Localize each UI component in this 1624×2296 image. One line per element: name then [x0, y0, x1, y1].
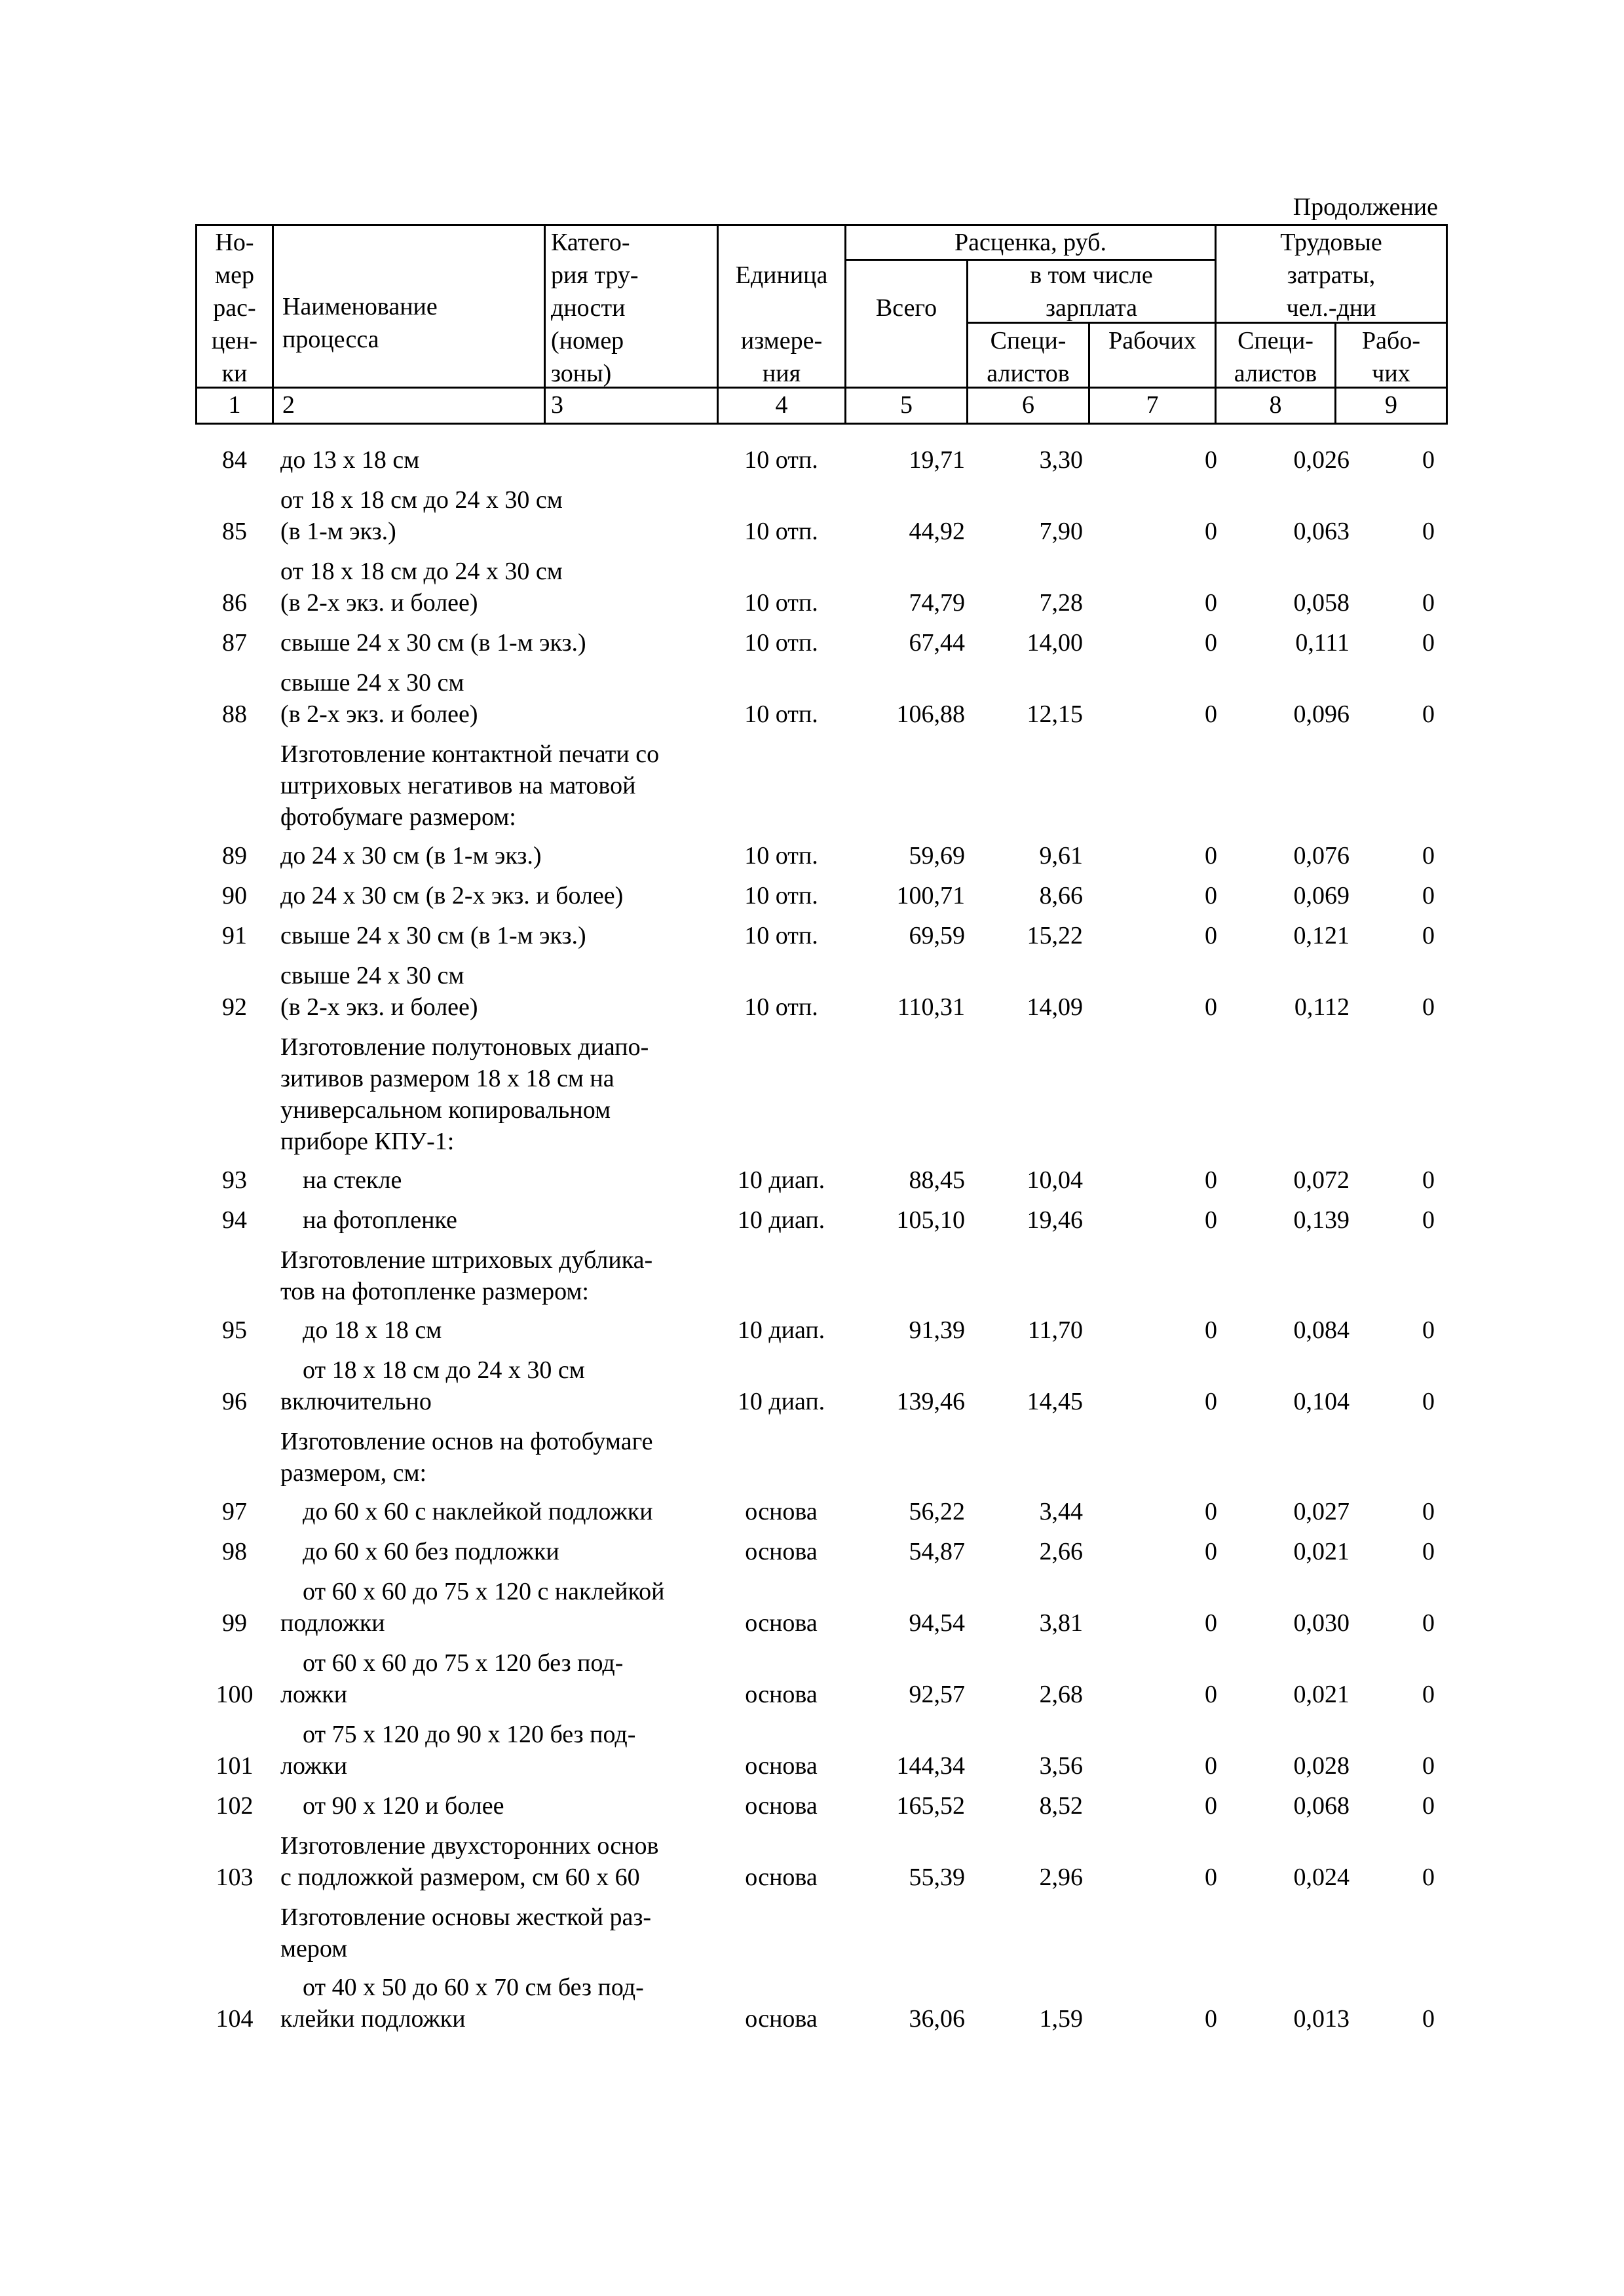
unit-of-measure: 10 отп. — [744, 993, 818, 1021]
labor-workers: 0 — [1422, 882, 1435, 909]
header-work: Рабочих — [1108, 327, 1196, 354]
process-name: от 60 х 60 до 75 х 120 без под- ложки — [280, 1649, 624, 1708]
unit-of-measure: 10 отп. — [744, 922, 818, 949]
rate-total: 54,87 — [909, 1538, 965, 1565]
rate-total: 55,39 — [909, 1864, 965, 1891]
process-name: до 18 х 18 см — [303, 1316, 442, 1344]
rate-total: 165,52 — [896, 1792, 965, 1820]
salary-specialists: 2,68 — [1039, 1681, 1083, 1708]
rate-total: 94,54 — [909, 1609, 965, 1637]
salary-specialists: 2,96 — [1039, 1864, 1083, 1891]
process-name: от 40 х 50 до 60 х 70 см без под- клейки подложки — [280, 1974, 644, 2033]
section-heading: Изготовление полутоновых диапо- зитивов размером 18 х 18 см на универсальном копировальном приборе КПУ-1: — [280, 1033, 649, 1155]
salary-specialists: 12,15 — [1027, 700, 1083, 728]
header-num-4: 4 — [775, 391, 788, 419]
header-divider — [272, 226, 274, 423]
salary-specialists: 8,52 — [1039, 1792, 1083, 1820]
header-spec: Специ- алистов — [987, 327, 1070, 387]
process-name: до 24 х 30 см (в 2-х экз. и более) — [280, 882, 624, 909]
unit-of-measure: основа — [745, 1752, 818, 1780]
labor-specialists: 0,027 — [1293, 1498, 1350, 1525]
salary-workers: 0 — [1205, 1681, 1217, 1708]
rate-total: 56,22 — [909, 1498, 965, 1525]
rate-total: 69,59 — [909, 922, 965, 949]
rate-number: 98 — [222, 1538, 247, 1565]
rate-number: 93 — [222, 1166, 247, 1194]
labor-specialists: 0,024 — [1293, 1864, 1350, 1891]
rate-number: 85 — [222, 518, 247, 545]
header-num-8: 8 — [1269, 391, 1282, 419]
labor-specialists: 0,104 — [1293, 1388, 1350, 1415]
rate-number: 104 — [216, 2005, 254, 2033]
process-name: на стекле — [303, 1166, 402, 1194]
rate-total: 59,69 — [909, 842, 965, 870]
unit-of-measure: 10 отп. — [744, 589, 818, 617]
process-name: от 18 х 18 см до 24 х 30 см (в 2-х экз. и более) — [280, 558, 563, 617]
salary-specialists: 10,04 — [1027, 1166, 1083, 1194]
unit-of-measure: 10 отп. — [744, 446, 818, 474]
table-header — [195, 224, 1448, 425]
rate-number: 92 — [222, 993, 247, 1021]
rate-number: 84 — [222, 446, 247, 474]
labor-workers: 0 — [1422, 1681, 1435, 1708]
salary-workers: 0 — [1205, 1538, 1217, 1565]
rate-total: 100,71 — [896, 882, 965, 909]
header-col-name: Наименование процесса — [282, 293, 438, 353]
salary-specialists: 15,22 — [1027, 922, 1083, 949]
salary-specialists: 3,81 — [1039, 1609, 1083, 1637]
header-total: Всего — [875, 294, 937, 322]
salary-specialists: 3,30 — [1039, 446, 1083, 474]
rate-total: 110,31 — [897, 993, 965, 1021]
salary-specialists: 3,56 — [1039, 1752, 1083, 1780]
header-col-unit: Единица — [735, 261, 828, 289]
labor-specialists: 0,072 — [1293, 1166, 1350, 1194]
header-num-9: 9 — [1385, 391, 1397, 419]
labor-workers: 0 — [1422, 1538, 1435, 1565]
rate-total: 92,57 — [909, 1681, 965, 1708]
salary-workers: 0 — [1205, 842, 1217, 870]
labor-workers: 0 — [1422, 1316, 1435, 1344]
labor-specialists: 0,111 — [1295, 629, 1350, 657]
labor-workers: 0 — [1422, 1206, 1435, 1234]
header-num-7: 7 — [1146, 391, 1159, 419]
labor-specialists: 0,026 — [1293, 446, 1350, 474]
labor-specialists: 0,058 — [1293, 589, 1350, 617]
process-name: от 60 х 60 до 75 х 120 с наклейкой подложки — [280, 1578, 665, 1637]
rate-number: 100 — [216, 1681, 254, 1708]
rate-number: 89 — [222, 842, 247, 870]
labor-specialists: 0,021 — [1293, 1538, 1350, 1565]
salary-specialists: 11,70 — [1027, 1316, 1083, 1344]
rate-number: 90 — [222, 882, 247, 909]
labor-workers: 0 — [1422, 2005, 1435, 2033]
rate-number: 99 — [222, 1609, 247, 1637]
rate-total: 74,79 — [909, 589, 965, 617]
unit-of-measure: основа — [745, 1609, 818, 1637]
process-name: до 24 х 30 см (в 1-м экз.) — [280, 842, 542, 870]
labor-workers: 0 — [1422, 1609, 1435, 1637]
labor-workers: 0 — [1422, 1388, 1435, 1415]
header-num-2: 2 — [282, 391, 295, 419]
salary-workers: 0 — [1205, 1388, 1217, 1415]
unit-of-measure: 10 отп. — [744, 842, 818, 870]
salary-specialists: 3,44 — [1039, 1498, 1083, 1525]
unit-of-measure: 10 диап. — [737, 1166, 825, 1194]
process-name: свыше 24 х 30 см (в 1-м экз.) — [280, 629, 586, 657]
process-name: свыше 24 х 30 см (в 1-м экз.) — [280, 922, 586, 949]
process-name: свыше 24 х 30 см (в 2-х экз. и более) — [280, 669, 478, 728]
header-num-5: 5 — [900, 391, 913, 419]
labor-specialists: 0,076 — [1293, 842, 1350, 870]
salary-workers: 0 — [1205, 700, 1217, 728]
labor-specialists: 0,084 — [1293, 1316, 1350, 1344]
labor-workers: 0 — [1422, 446, 1435, 474]
rate-total: 139,46 — [896, 1388, 965, 1415]
header-col-category: Катего- рия тру- дности (номер зоны) — [551, 229, 639, 387]
salary-workers: 0 — [1205, 518, 1217, 545]
unit-of-measure: основа — [745, 2005, 818, 2033]
salary-specialists: 7,90 — [1039, 518, 1083, 545]
labor-specialists: 0,028 — [1293, 1752, 1350, 1780]
salary-workers: 0 — [1205, 1316, 1217, 1344]
unit-of-measure: 10 диап. — [737, 1206, 825, 1234]
salary-workers: 0 — [1205, 993, 1217, 1021]
labor-workers: 0 — [1422, 1864, 1435, 1891]
salary-specialists: 19,46 — [1027, 1206, 1083, 1234]
rate-total: 106,88 — [896, 700, 965, 728]
salary-workers: 0 — [1205, 1792, 1217, 1820]
unit-of-measure: основа — [745, 1498, 818, 1525]
rate-number: 101 — [216, 1752, 254, 1780]
rate-total: 67,44 — [909, 629, 965, 657]
header-divider — [544, 226, 546, 423]
rate-total: 36,06 — [909, 2005, 965, 2033]
unit-of-measure: 10 диап. — [737, 1316, 825, 1344]
process-name: до 60 х 60 без подложки — [303, 1538, 559, 1565]
rate-number: 91 — [222, 922, 247, 949]
rate-number: 95 — [222, 1316, 247, 1344]
salary-workers: 0 — [1205, 629, 1217, 657]
labor-workers: 0 — [1422, 993, 1435, 1021]
unit-of-measure: 10 отп. — [744, 629, 818, 657]
salary-specialists: 8,66 — [1039, 882, 1083, 909]
header-rate: Расценка, руб. — [954, 229, 1106, 256]
rate-number: 103 — [216, 1864, 254, 1891]
salary-workers: 0 — [1205, 1498, 1217, 1525]
process-name: от 18 х 18 см до 24 х 30 см включительно — [280, 1356, 585, 1415]
salary-workers: 0 — [1205, 1609, 1217, 1637]
labor-workers: 0 — [1422, 629, 1435, 657]
labor-specialists: 0,096 — [1293, 700, 1350, 728]
labor-workers: 0 — [1422, 842, 1435, 870]
salary-workers: 0 — [1205, 1206, 1217, 1234]
rate-total: 19,71 — [909, 446, 965, 474]
rate-number: 88 — [222, 700, 247, 728]
salary-specialists: 14,45 — [1027, 1388, 1083, 1415]
process-name: до 60 х 60 с наклейкой подложки — [303, 1498, 653, 1525]
labor-specialists: 0,063 — [1293, 518, 1350, 545]
process-name: от 18 х 18 см до 24 х 30 см (в 1-м экз.) — [280, 486, 563, 545]
header-num-3: 3 — [551, 391, 563, 419]
salary-workers: 0 — [1205, 446, 1217, 474]
labor-workers: 0 — [1422, 518, 1435, 545]
salary-workers: 0 — [1205, 922, 1217, 949]
header-col-unit-cont: измере- ния — [740, 327, 823, 387]
salary-workers: 0 — [1205, 882, 1217, 909]
header-incl-salary: в том числе зарплата — [1030, 261, 1153, 322]
rate-total: 88,45 — [909, 1166, 965, 1194]
header-labor-spec: Специ- алистов — [1234, 327, 1317, 387]
salary-workers: 0 — [1205, 589, 1217, 617]
unit-of-measure: основа — [745, 1792, 818, 1820]
salary-specialists: 2,66 — [1039, 1538, 1083, 1565]
labor-specialists: 0,068 — [1293, 1792, 1350, 1820]
section-heading: Изготовление штриховых дублика- тов на фотопленке размером: — [280, 1246, 653, 1305]
header-num-1: 1 — [228, 391, 241, 419]
continuation-label: Продолжение — [1293, 193, 1438, 221]
process-name: на фотопленке — [303, 1206, 457, 1234]
rate-total: 144,34 — [896, 1752, 965, 1780]
labor-workers: 0 — [1422, 589, 1435, 617]
unit-of-measure: основа — [745, 1864, 818, 1891]
process-name: Изготовление двухсторонних основ с подложкой размером, см 60 х 60 — [280, 1832, 659, 1891]
salary-specialists: 9,61 — [1039, 842, 1083, 870]
labor-specialists: 0,069 — [1293, 882, 1350, 909]
process-name: свыше 24 х 30 см (в 2-х экз. и более) — [280, 962, 478, 1021]
header-num-6: 6 — [1022, 391, 1034, 419]
unit-of-measure: 10 отп. — [744, 700, 818, 728]
labor-workers: 0 — [1422, 700, 1435, 728]
salary-workers: 0 — [1205, 2005, 1217, 2033]
unit-of-measure: 10 отп. — [744, 882, 818, 909]
rate-number: 87 — [222, 629, 247, 657]
salary-specialists: 14,00 — [1027, 629, 1083, 657]
process-name: до 13 х 18 см — [280, 446, 420, 474]
labor-workers: 0 — [1422, 1752, 1435, 1780]
rate-number: 86 — [222, 589, 247, 617]
header-labor-work: Рабо- чих — [1362, 327, 1420, 387]
section-heading: Изготовление основ на фотобумаге размером, см: — [280, 1428, 653, 1487]
labor-specialists: 0,139 — [1293, 1206, 1350, 1234]
rate-total: 91,39 — [909, 1316, 965, 1344]
rate-number: 94 — [222, 1206, 247, 1234]
labor-specialists: 0,021 — [1293, 1681, 1350, 1708]
rate-number: 102 — [216, 1792, 254, 1820]
labor-specialists: 0,030 — [1293, 1609, 1350, 1637]
section-heading: Изготовление основы жесткой раз- мером — [280, 1904, 652, 1962]
process-name: от 75 х 120 до 90 х 120 без под- ложки — [280, 1721, 636, 1780]
rate-total: 105,10 — [896, 1206, 965, 1234]
section-heading: Изготовление контактной печати со штриховых негативов на матовой фотобумаге размером: — [280, 740, 660, 831]
salary-workers: 0 — [1205, 1752, 1217, 1780]
labor-workers: 0 — [1422, 1166, 1435, 1194]
salary-specialists: 7,28 — [1039, 589, 1083, 617]
salary-specialists: 14,09 — [1027, 993, 1083, 1021]
header-col-number: Но- мер рас- цен- ки — [211, 229, 258, 387]
labor-specialists: 0,121 — [1293, 922, 1350, 949]
labor-workers: 0 — [1422, 1792, 1435, 1820]
salary-workers: 0 — [1205, 1864, 1217, 1891]
labor-workers: 0 — [1422, 922, 1435, 949]
process-name: от 90 х 120 и более — [303, 1792, 504, 1820]
labor-workers: 0 — [1422, 1498, 1435, 1525]
rate-number: 96 — [222, 1388, 247, 1415]
unit-of-measure: основа — [745, 1681, 818, 1708]
unit-of-measure: основа — [745, 1538, 818, 1565]
salary-specialists: 1,59 — [1039, 2005, 1083, 2033]
labor-specialists: 0,013 — [1293, 2005, 1350, 2033]
header-labor: Трудовые затраты, чел.-дни — [1280, 229, 1382, 322]
unit-of-measure: 10 диап. — [737, 1388, 825, 1415]
rate-number: 97 — [222, 1498, 247, 1525]
labor-specialists: 0,112 — [1294, 993, 1350, 1021]
salary-workers: 0 — [1205, 1166, 1217, 1194]
rate-total: 44,92 — [909, 518, 965, 545]
unit-of-measure: 10 отп. — [744, 518, 818, 545]
